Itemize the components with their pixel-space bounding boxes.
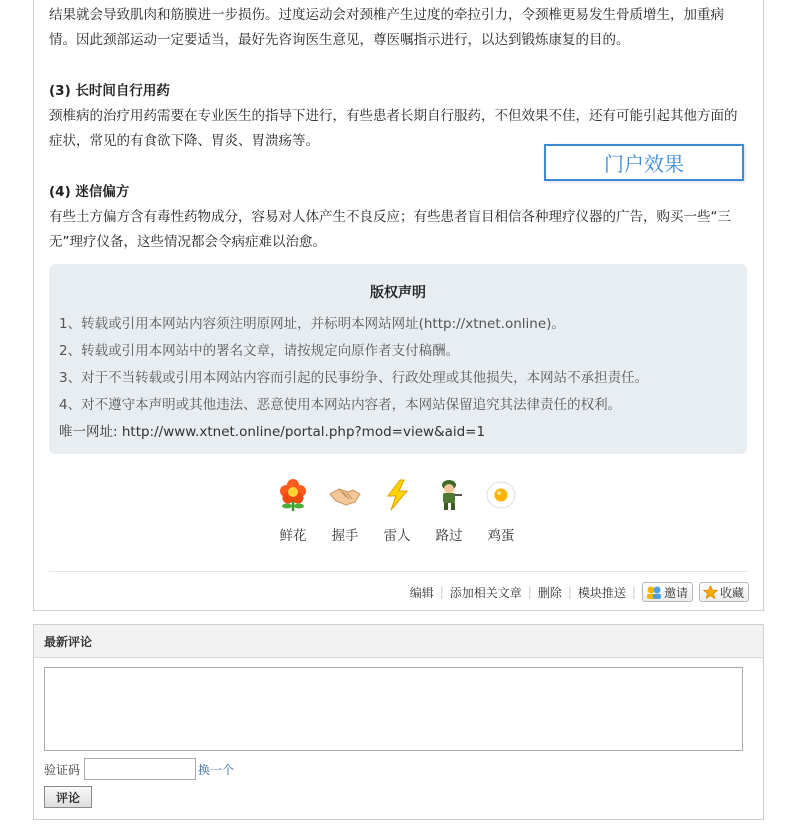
invite-icon (646, 585, 662, 599)
copyright-line: 4、对不遵守本声明或其他违法、恶意使用本网站内容者，本网站保留追究其法律责任的权利。 (59, 397, 622, 413)
handshake-icon (328, 478, 362, 512)
copyright-line: 2、转载或引用本网站中的署名文章，请按规定向原作者支付稿酬。 (59, 343, 460, 359)
comments-title: 最新评论 (34, 625, 763, 658)
lightning-icon (380, 478, 414, 512)
invite-button[interactable] (642, 582, 693, 602)
divider (49, 571, 747, 572)
delete-link[interactable]: 删除 (537, 585, 562, 600)
reaction-handshake[interactable] (320, 478, 370, 544)
favorite-button[interactable] (699, 582, 749, 602)
article-paragraph: 结果就会导致肌肉和筋膜进一步损伤。过度运动会对颈椎产生过度的牵拉引力，令颈椎更易发生骨质增生，加重病情。因此颈部运动一定要适当，最好先咨询医生意见，尊医嘱指示进行，以达到锻炼康复的目的。 (49, 7, 724, 48)
unique-url: 唯一网址: http://www.xtnet.online/portal.php?mod=view&aid=1 (59, 424, 486, 440)
section-heading-4: (4) 迷信偏方 (49, 184, 130, 200)
reaction-pass-by[interactable] (424, 478, 474, 544)
article-paragraph: 颈椎病的治疗用药需要在专业医生的指导下进行，有些患者长期自行服药，不但效果不佳，还有可能引起其他方面的症状，常见的有食欲下降、胃炎、胃溃疡等。 (49, 108, 738, 149)
separator: | (527, 585, 532, 599)
reaction-lightning[interactable] (372, 478, 422, 544)
separator: | (631, 585, 636, 599)
reaction-egg[interactable] (476, 478, 526, 544)
reaction-flower[interactable] (268, 478, 318, 544)
seccode-input[interactable] (84, 758, 196, 780)
reaction-label: 雷人 (383, 528, 411, 544)
copyright-title: 版权声明 (370, 285, 426, 301)
portal-effect-banner[interactable] (544, 144, 744, 181)
add-related-link[interactable]: 添加相关文章 (449, 585, 522, 600)
copyright-line: 1、转载或引用本网站内容须注明原网址，并标明本网站网址(http://xtnet.online)。 (59, 316, 565, 332)
invite-label: 邀请 (663, 585, 688, 600)
change-seccode-link[interactable]: 换一个 (198, 763, 235, 777)
reaction-label: 路过 (435, 528, 463, 544)
star-icon (703, 585, 718, 599)
comments-panel (33, 624, 764, 820)
article-actions (404, 582, 749, 602)
banner-label: 门户效果 (604, 152, 684, 176)
egg-icon (484, 478, 518, 512)
comment-submit-button[interactable]: 评论 (44, 786, 92, 808)
seccode-label: 验证码 (44, 763, 81, 777)
copyright-line: 3、对于不当转载或引用本网站内容而引起的民事纷争、行政处理或其他损失，本网站不承担责任。 (59, 370, 649, 386)
separator: | (567, 585, 572, 599)
favorite-label: 收藏 (719, 585, 744, 600)
reaction-label: 鲜花 (279, 528, 307, 544)
copyright-notice (49, 264, 747, 454)
comment-textarea[interactable] (44, 667, 743, 751)
edit-link[interactable]: 编辑 (409, 585, 434, 600)
section-heading-3: (3) 长时间自行用药 (49, 83, 170, 99)
reaction-label: 握手 (331, 528, 359, 544)
flower-icon (276, 478, 310, 512)
soldier-icon (432, 478, 466, 512)
reaction-label: 鸡蛋 (487, 528, 515, 544)
article-paragraph: 有些土方偏方含有毒性药物成分，容易对人体产生不良反应；有些患者盲目相信各种理疗仪器的广告，购买一些“三无”理疗仪备，这些情况都会令病症难以治愈。 (49, 209, 731, 250)
article-panel (33, 0, 764, 611)
push-link[interactable]: 模块推送 (577, 585, 626, 600)
separator: | (439, 585, 444, 599)
